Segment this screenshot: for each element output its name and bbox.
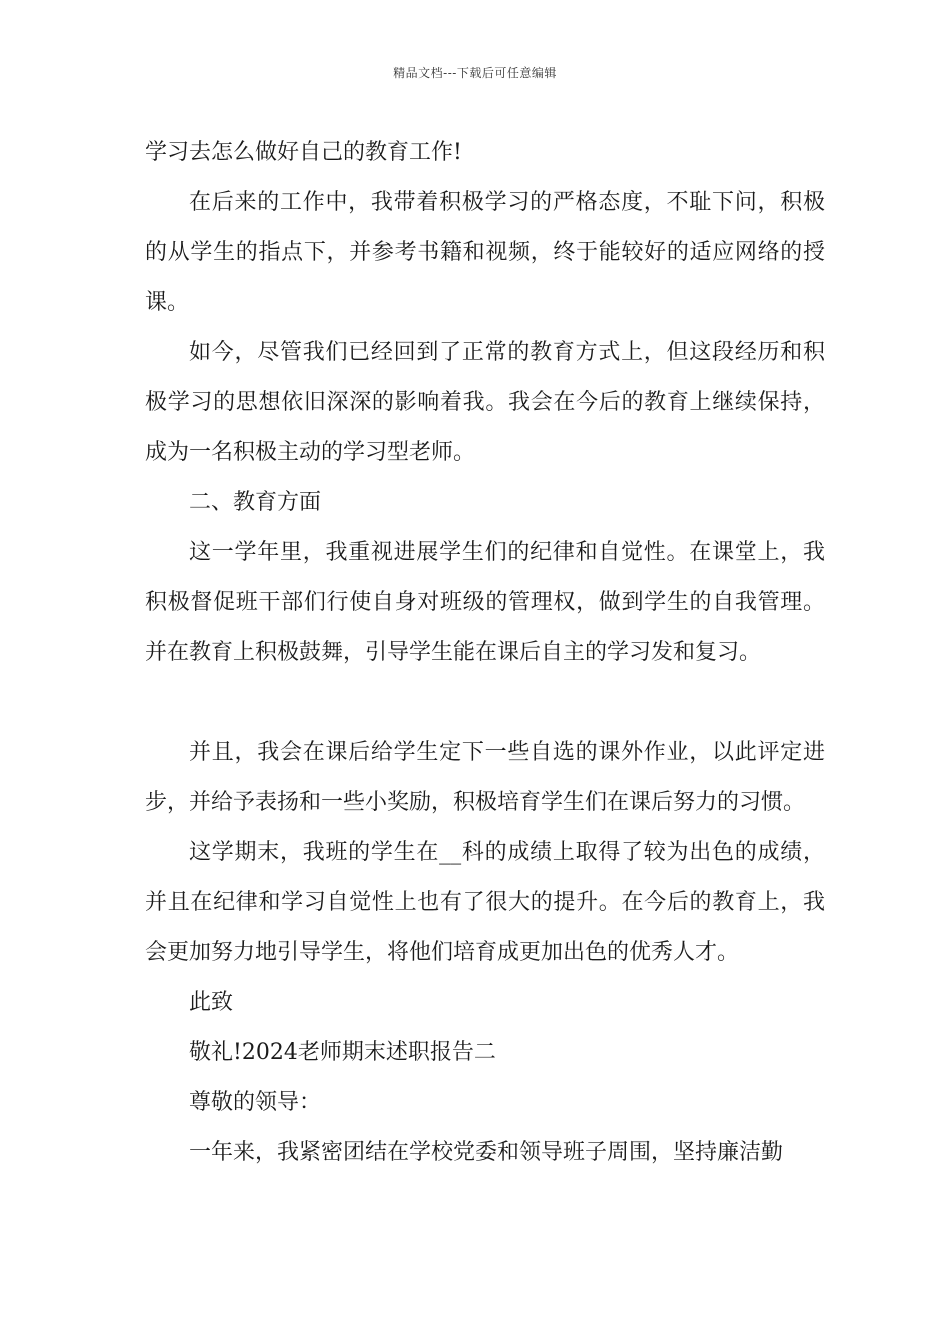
page-header: 精品文档---下载后可任意编辑: [393, 66, 557, 80]
paragraph-2: 在后来的工作中，我带着积极学习的严格态度，不耻下问，积极的从学生的指点下，并参考书籍和视频，终于能较好的适应网络的授课。: [145, 190, 825, 315]
document-body: [145, 128, 825, 1178]
greeting: 尊敬的领导：: [189, 1090, 322, 1115]
paragraph-5: 并且，我会在课后给学生定下一些自选的课外作业，以此评定进步，并给予表扬和一些小奖励，积极培育学生们在课后努力的习惯。: [145, 740, 825, 815]
paragraph-4: 这一学年里，我重视进展学生们的纪律和自觉性。在课堂上，我积极督促班干部们行使自身对班级的管理权，做到学生的自我管理。并在教育上积极鼓舞，引导学生能在课后自主的学习发和复习。: [145, 540, 825, 665]
paragraph-3: 如今，尽管我们已经回到了正常的教育方式上，但这段经历和积极学习的思想依旧深深的影响着我。我会在今后的教育上继续保持，成为一名积极主动的学习型老师。: [145, 340, 825, 465]
closing-regards-title: 敬礼!2024老师期末述职报告二: [189, 1040, 496, 1065]
paragraph-6: 这学期末，我班的学生在__科的成绩上取得了较为出色的成绩，并且在纪律和学习自觉性上也有了很大的提升。在今后的教育上，我会更加努力地引导学生，将他们培育成更加出色的优秀人才。: [145, 840, 825, 965]
section-heading: 二、教育方面: [189, 490, 322, 515]
closing-salutation: 此致: [189, 990, 234, 1015]
paragraph-1: 学习去怎么做好自己的教育工作!: [145, 140, 462, 165]
paragraph-7: 一年来，我紧密团结在学校党委和领导班子周围，坚持廉洁勤: [189, 1140, 784, 1165]
